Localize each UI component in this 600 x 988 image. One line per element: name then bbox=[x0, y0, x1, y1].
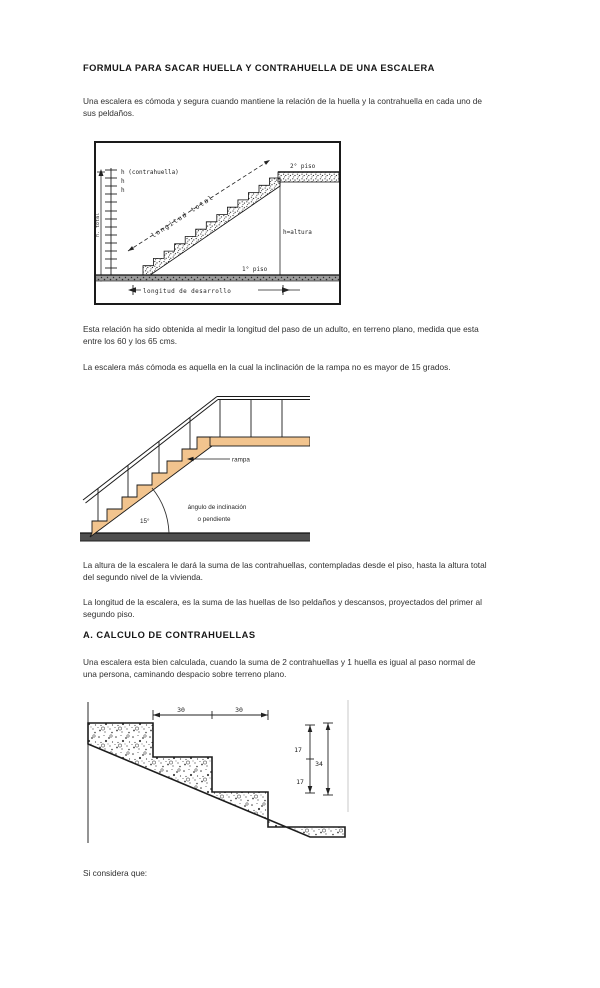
paragraph-considera bbox=[83, 867, 147, 879]
total-rise-dim-34: 34 bbox=[315, 760, 323, 768]
paragraph-calculo bbox=[83, 656, 476, 680]
h-total-label: h. total bbox=[95, 212, 101, 237]
tread-dim-30a: 30 bbox=[177, 706, 185, 714]
paragraph-line: sus peldaños. bbox=[83, 108, 135, 118]
riser-dim-17a: 17 bbox=[294, 746, 302, 754]
paragraph-inclination bbox=[83, 361, 451, 373]
paragraph-line: La longitud de la escalera, es la suma de las huellas de lso peldaños y descansos, proyectados del primer al bbox=[83, 597, 482, 607]
rampa-label: rampa bbox=[232, 456, 250, 464]
paragraph-intro bbox=[83, 95, 482, 119]
paragraph-line: Una escalera es cómoda y segura cuando mantiene la relación de la huella y la contrahuella en cada uno de bbox=[83, 96, 482, 106]
concrete-stair-body bbox=[88, 723, 345, 837]
paragraph-line: La altura de la escalera le dará la suma de las contrahuellas, contempladas desde el piso, hasta la altura total bbox=[83, 560, 487, 570]
angle-caption-line1: ángulo de inclinación bbox=[187, 504, 247, 511]
paragraph-line: Esta relación ha sido obtenida al medir la longitud del paso de un adulto, en terreno plano, medida que esta bbox=[83, 324, 479, 334]
paragraph-line: La escalera más cómoda es aquella en la cual la inclinación de la rampa no es mayor de 15 grados. bbox=[83, 362, 451, 372]
longitud-desarrollo-label: longitud de desarrollo bbox=[143, 288, 232, 295]
angle-caption-line2: o pendiente bbox=[197, 516, 231, 523]
riser-dimension bbox=[305, 725, 315, 793]
second-floor-label: 2° piso bbox=[290, 163, 316, 170]
paragraph-line: Una escalera esta bien calculada, cuando la suma de 2 contrahuellas y 1 huella es igual al paso normal de bbox=[83, 657, 476, 667]
h-label: h bbox=[121, 178, 125, 185]
tread-dim-30b: 30 bbox=[235, 706, 243, 714]
figure-stair-handrail-angle bbox=[80, 385, 310, 547]
first-floor-label: 1° piso bbox=[242, 266, 268, 273]
h-label: h bbox=[121, 187, 125, 194]
paragraph-line: segundo piso. bbox=[83, 609, 135, 619]
angle-arc bbox=[152, 488, 169, 533]
angle-value-label: 15° bbox=[140, 518, 150, 525]
landing-slab bbox=[210, 437, 310, 446]
paragraph-longitud bbox=[83, 596, 482, 620]
longitud-total-label: longitud total bbox=[149, 193, 216, 240]
paragraph-line: entre los 60 y los 65 cms. bbox=[83, 336, 178, 346]
paragraph-line: Si considera que: bbox=[83, 868, 148, 878]
first-floor-slab bbox=[96, 275, 339, 281]
paragraph-relation bbox=[83, 323, 479, 347]
ground-band bbox=[80, 533, 310, 541]
tread-dimension bbox=[153, 710, 268, 720]
second-floor-slab bbox=[278, 172, 339, 182]
paragraph-line: una persona, caminando despacio sobre terreno plano. bbox=[83, 669, 287, 679]
riser-ruler bbox=[105, 168, 117, 281]
page-title: FORMULA PARA SACAR HUELLA Y CONTRAHUELLA DE UNA ESCALERA bbox=[83, 63, 435, 73]
h-altura-label: h=altura bbox=[283, 229, 312, 236]
figure-stair-section-dimensions bbox=[94, 141, 341, 305]
paragraph-altura bbox=[83, 559, 487, 583]
figure-concrete-stair-dimensions bbox=[80, 700, 360, 845]
rampa-arrow bbox=[187, 457, 230, 461]
section-heading-calculo: A. CALCULO DE CONTRAHUELLAS bbox=[83, 630, 256, 640]
total-rise-dimension bbox=[323, 723, 333, 795]
contrahuella-label: h (contrahuella) bbox=[121, 169, 179, 176]
paragraph-line: del segundo nivel de la vivienda. bbox=[83, 572, 203, 582]
riser-dim-17b: 17 bbox=[296, 778, 304, 786]
